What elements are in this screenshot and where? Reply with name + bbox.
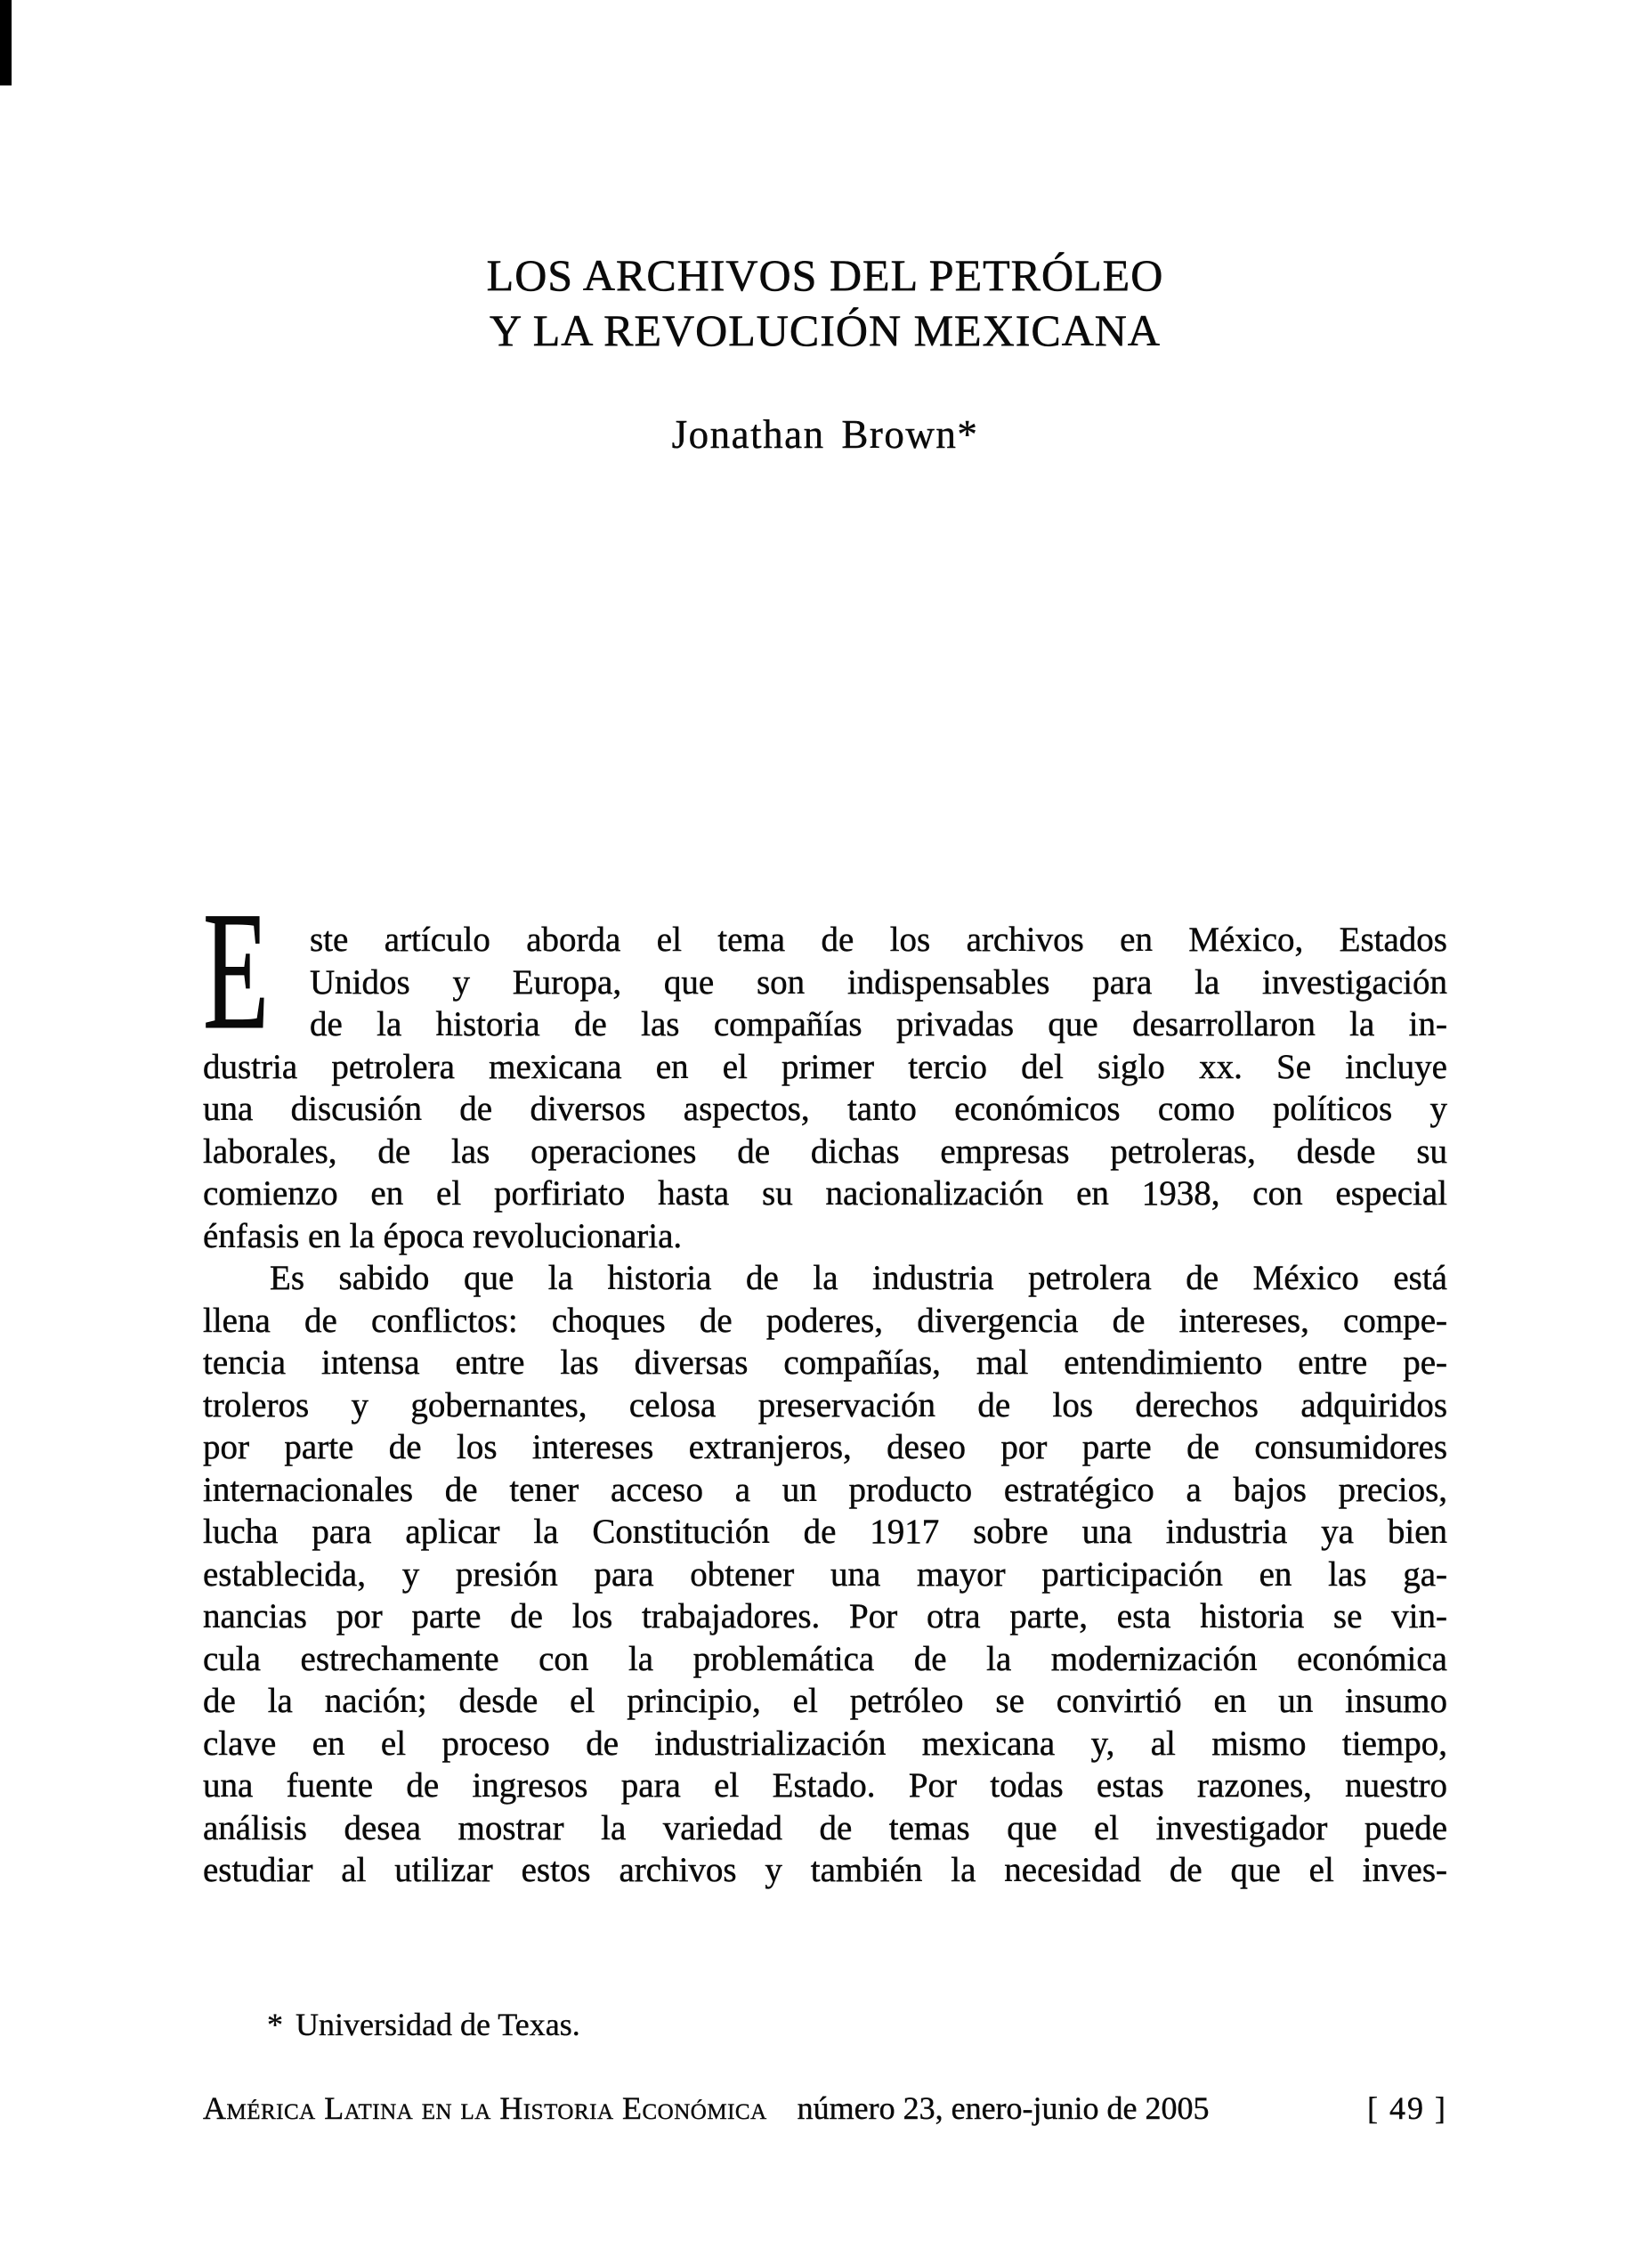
text-line: troleros y gobernantes, celosa preservación de los derechos adquiridos [203, 1385, 1447, 1424]
journal-title: América Latina en la Historia Económica [203, 2090, 767, 2126]
paragraph-1 [203, 878, 1447, 1257]
text-line: una discusión de diversos aspectos, tanto económicos como políticos y [203, 1090, 1447, 1128]
text-line: internacionales de tener acceso a un producto estratégico a bajos precios, [203, 1470, 1447, 1509]
text-line: dustria petrolera mexicana en el primer tercio del siglo xx. Se incluye [203, 1047, 1447, 1086]
text-line: clave en el proceso de industrialización mexicana y, al mismo tiempo, [203, 1724, 1447, 1763]
author-name: Jonathan Brown* [671, 412, 979, 457]
page-footer [203, 2089, 1447, 2128]
text-line: de la nación; desde el principio, el petróleo se convirtió en un insumo [203, 1682, 1447, 1720]
footer-journal-info [203, 2089, 1210, 2128]
text-line: análisis desea mostrar la variedad de temas que el investigador puede [203, 1808, 1447, 1847]
text-line: ste artículo aborda el tema de los archivos en México, Estados [310, 921, 1447, 959]
text-line: una fuente de ingresos para el Estado. Por todas estas razones, nuestro [203, 1766, 1447, 1805]
text-line: lucha para aplicar la Constitución de 1917 sobre una industria ya bien [203, 1513, 1447, 1551]
text-line: cula estrechamente con la problemática de la modernización económica [203, 1639, 1447, 1678]
text-line: énfasis en la época revolucionaria. [203, 1216, 683, 1255]
article-title-line1: LOS ARCHIVOS DEL PETRÓLEO [486, 250, 1164, 300]
text-line: laborales, de las operaciones de dichas empresas petroleras, desde su [203, 1132, 1447, 1171]
page-number: [ 49 ] [1367, 2090, 1447, 2126]
text-line: comienzo en el porfiriato hasta su nacionalización en 1938, con especial [203, 1174, 1447, 1213]
footnote [203, 2005, 1511, 2044]
text-line: tencia intensa entre las diversas compañías, mal entendimiento entre pe- [203, 1343, 1447, 1382]
footnote-text: Universidad de Texas. [296, 2007, 580, 2042]
issue-info: número 23, enero-junio de 2005 [797, 2090, 1210, 2126]
text-line: Es sabido que la historia de la industria petrolera de México está [270, 1259, 1447, 1297]
text-line: Unidos y Europa, que son indispensables para la investigación [310, 962, 1447, 1002]
article-title-line2: Y LA REVOLUCIÓN MEXICANA [489, 305, 1162, 355]
text-line: establecida, y presión para obtener una mayor participación en las ga- [203, 1554, 1447, 1594]
footnote-marker: * [267, 2007, 283, 2042]
text-line: por parte de los intereses extranjeros, deseo por parte de consumidores [203, 1428, 1447, 1466]
text-line: estudiar al utilizar estos archivos y también la necesidad de que el inves- [203, 1851, 1447, 1889]
paragraph-2 [203, 1257, 1447, 1892]
scan-artifact-mark [0, 0, 12, 85]
text-line: llena de conflictos: choques de poderes, divergencia de intereses, compe- [203, 1301, 1447, 1340]
article-body [203, 878, 1447, 1892]
article-title [203, 247, 1447, 358]
drop-cap-initial: E [203, 878, 270, 1065]
text-line: nancias por parte de los trabajadores. Por otra parte, esta historia se vin- [203, 1597, 1447, 1635]
text-line: de la historia de las compañías privadas que desarrollaron la in- [310, 1005, 1447, 1043]
